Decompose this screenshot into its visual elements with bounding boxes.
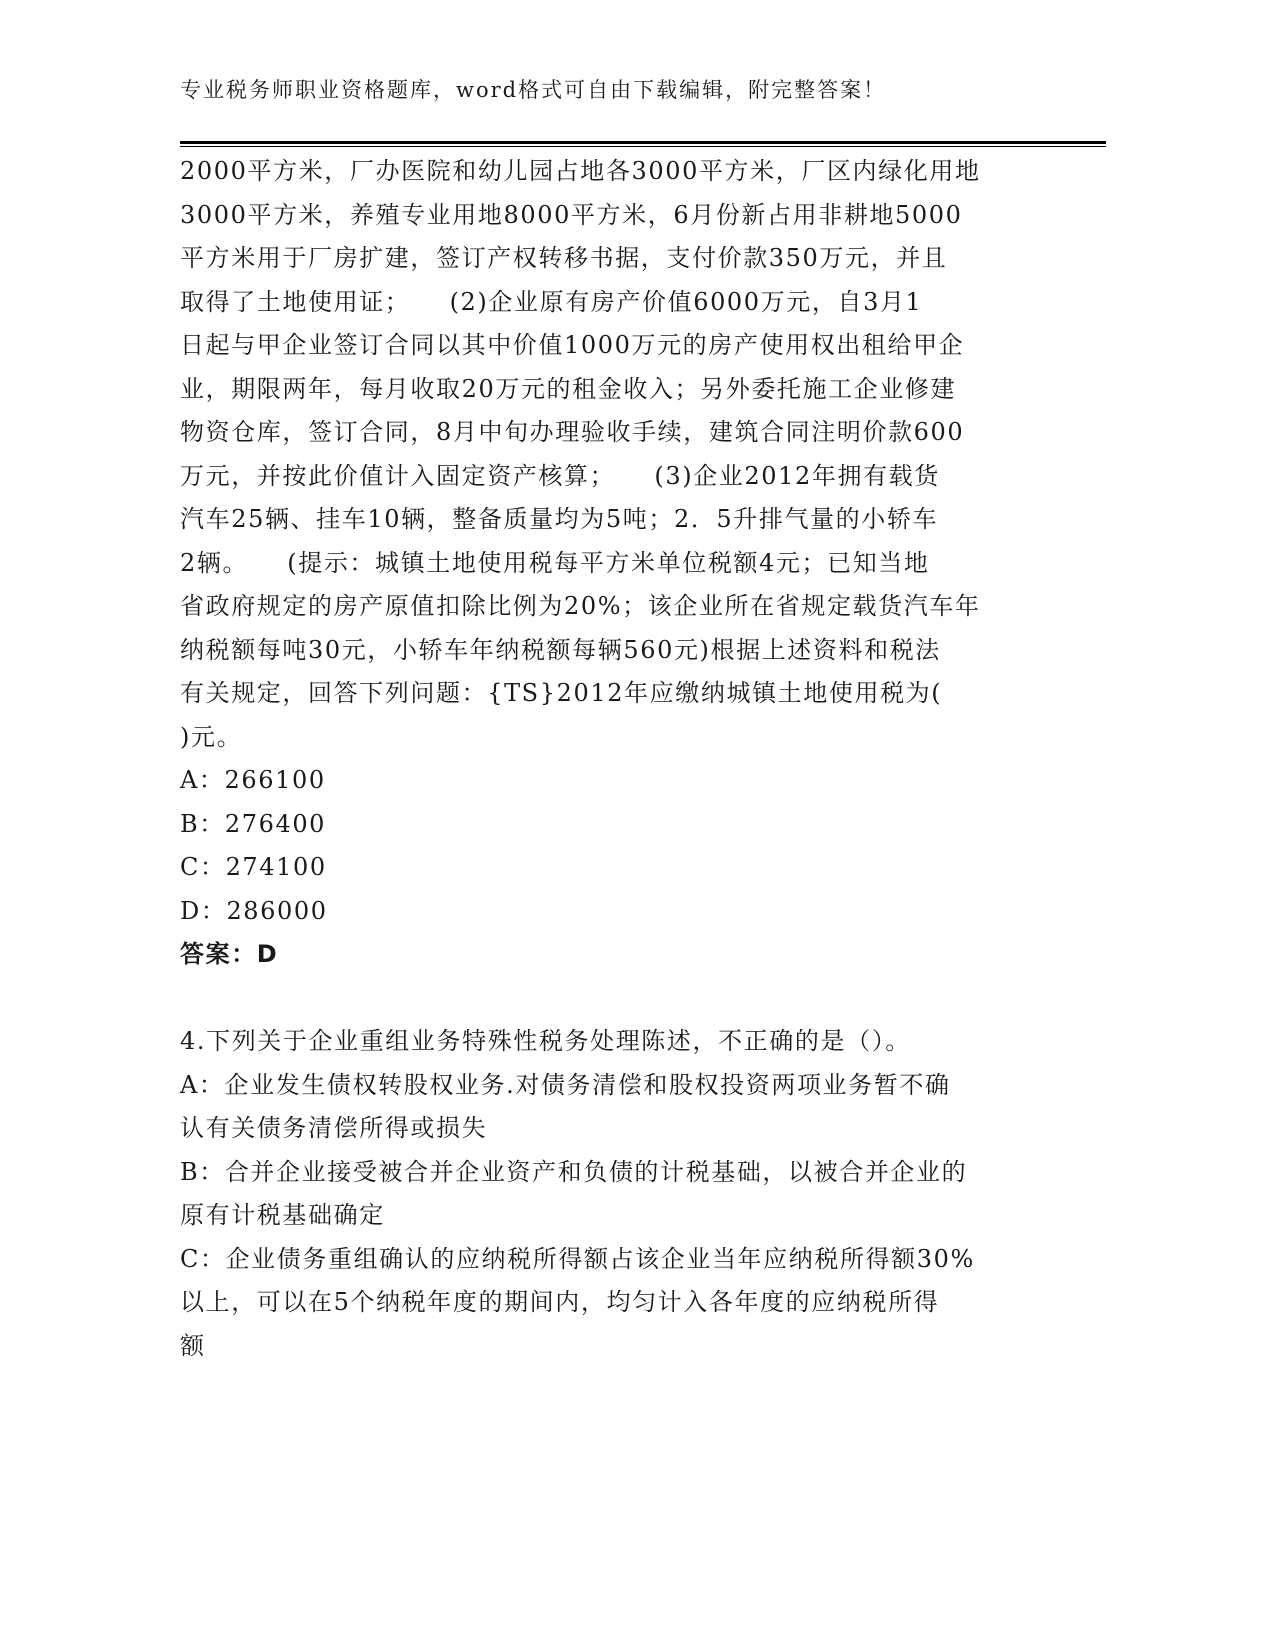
question-text-line: 取得了土地使用证； (2)企业原有房产价值6000万元，自3月1 [180, 287, 923, 316]
page-header-text: 专业税务师职业资格题库，word格式可自由下载编辑，附完整答案！ [180, 78, 887, 102]
option-c-line: 额 [180, 1331, 206, 1360]
question-3-stem [180, 150, 1050, 759]
option-d: D：286000 [180, 896, 328, 925]
header-rule-thin [180, 146, 1106, 147]
document-body [180, 150, 1050, 1368]
option-c-line: 以上，可以在5个纳税年度的期间内，均匀计入各年度的应纳税所得 [180, 1288, 940, 1316]
question-text-line: 汽车25辆、挂车10辆，整备质量均为5吨；2．5升排气量的小轿车 [180, 505, 939, 533]
option-a-line: A：企业发生债权转股权业务.对债务清偿和股权投资两项业务暂不确 [180, 1070, 951, 1099]
option-b-line: 原有计税基础确定 [180, 1201, 385, 1229]
option-c-line: C：企业债务重组确认的应纳税所得额占该企业当年应纳税所得额30% [180, 1244, 975, 1273]
question-text-line: 物资仓库，签订合同，8月中旬办理验收手续，建筑合同注明价款600 [180, 418, 965, 446]
question-3-answer: 答案：D [180, 940, 279, 968]
question-text-line: 省政府规定的房产原值扣除比例为20%；该企业所在省规定载货汽车年 [180, 592, 981, 620]
option-b: B：276400 [180, 809, 327, 838]
question-4-stem: 4.下列关于企业重组业务特殊性税务处理陈述，不正确的是（）。 [180, 1027, 911, 1055]
question-text-line: )元。 [180, 722, 243, 751]
option-b-line: B：合并企业接受被合并企业资产和负债的计税基础，以被合并企业的 [180, 1157, 968, 1186]
question-text-line: 日起与甲企业签订合同以其中价值1000万元的房产使用权出租给甲企 [180, 331, 965, 359]
option-a-line: 认有关债务清偿所得或损失 [180, 1114, 488, 1142]
question-text-line: 平方米用于厂房扩建，签订产权转移书据，支付价款350万元，并且 [180, 244, 948, 272]
question-3-options [180, 759, 1050, 933]
question-4 [180, 1020, 1050, 1368]
question-text-line: 万元，并按此价值计入固定资产核算； (3)企业2012年拥有载货 [180, 461, 940, 490]
option-a: A：266100 [180, 766, 326, 794]
question-text-line: 2000平方米，厂办医院和幼儿园占地各3000平方米，厂区内绿化用地 [180, 157, 981, 185]
question-text-line: 3000平方米，养殖专业用地8000平方米，6月份新占用非耕地5000 [180, 200, 963, 229]
question-text-line: 纳税额每吨30元，小轿车年纳税额每辆560元)根据上述资料和税法 [180, 635, 941, 664]
question-text-line: 业，期限两年，每月收取20万元的租金收入；另外委托施工企业修建 [180, 374, 957, 403]
question-text-line: 2辆。 (提示：城镇土地使用税每平方米单位税额4元；已知当地 [180, 548, 930, 577]
option-c: C：274100 [180, 853, 327, 881]
question-text-line: 有关规定，回答下列问题：{TS}2012年应缴纳城镇土地使用税为( [180, 679, 943, 707]
header-rule-thick [180, 141, 1106, 144]
section-spacer [180, 977, 1050, 1021]
